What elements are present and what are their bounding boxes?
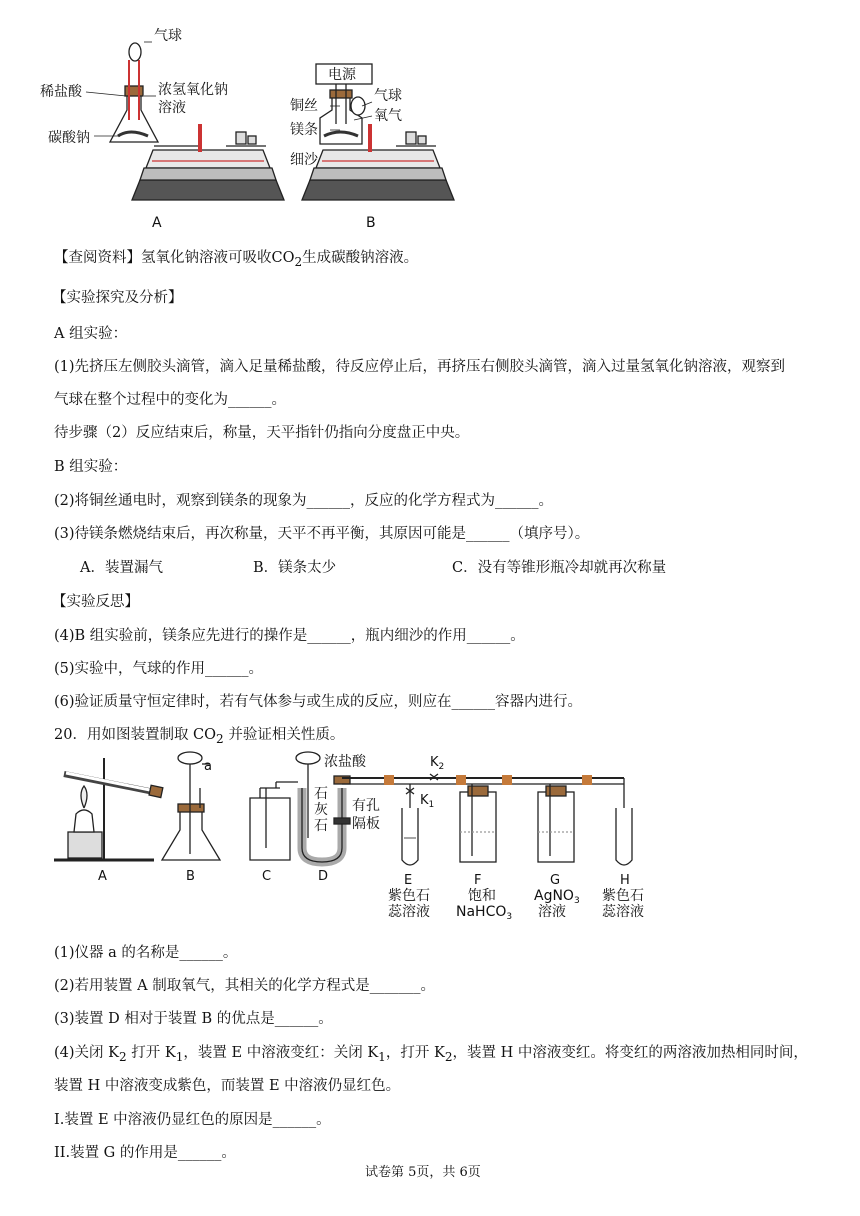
label-copper: 铜丝 [290,98,318,114]
q20-part-i: I.装置 E 中溶液仍显红色的原因是______。 [54,1112,331,1128]
app-label-h-l2: 蕊溶液 [602,904,644,920]
q2: (2)将铜丝通电时，观察到镁条的现象为______，反应的化学方程式为______。 [54,493,554,509]
q6: (6)验证质量守恒定律时，若有气体参与或生成的反应，则应在______容器内进行。 [54,694,583,710]
app-label-f-l1: 饱和 [468,888,496,904]
app-label-holes2: 隔板 [352,816,380,832]
app-label-g: G [550,873,561,888]
app-label-lime2: 灰 [314,802,328,818]
app-label-e-l2: 蕊溶液 [388,904,430,920]
label-naoh-1: 浓氢氧化钠 [158,82,228,98]
label-na2co3: 碳酸钠 [48,130,90,146]
option-c: C．没有等锥形瓶冷却就再次称量 [452,560,667,576]
q5: (5)实验中，气球的作用______。 [54,661,264,677]
app-label-g-l1: AgNO$_3$ [534,888,580,906]
page-footer: 试卷第 5页，共 6页 [365,1165,481,1180]
lookup-note: 【查阅资料】氢氧化钠溶液可吸收$CO_2$生成碳酸钠溶液。 [54,250,419,269]
q4: (4)B 组实验前，镁条应先进行的操作是______，瓶内细沙的作用______。 [54,628,525,644]
app-label-h-l1: 紫色石 [602,888,644,904]
q20-title: 20．用如图装置制取 $CO_2$ 并验证相关性质。 [54,727,345,746]
label-naoh-2: 溶液 [158,100,186,116]
app-label-d: D [318,869,329,884]
q3: (3)待镁条燃烧结束后，再次称量，天平不再平衡，其原因可能是______（填序号）。 [54,526,590,542]
option-a: A．装置漏气 [80,560,163,576]
caption-b: B [366,215,376,231]
q20-part3: (3)装置 D 相对于装置 B 的优点是______。 [54,1011,333,1027]
apparatus-figure [54,748,654,928]
q20-part4-line2: 装置 H 中溶液变成紫色，而装置 E 中溶液仍显红色。 [54,1078,401,1094]
balance-figure [40,20,460,232]
app-label-holes1: 有孔 [352,798,380,814]
q20-part2: (2)若用装置 A 制取氧气，其相关的化学方程式是_______。 [54,978,435,994]
app-label-k2: $K_2$ [430,755,445,772]
section-explore: 【实验探究及分析】 [52,290,183,306]
group-a-heading: A 组实验： [54,326,128,342]
q20-part-ii: II.装置 G 的作用是______。 [54,1145,236,1161]
label-sand: 细沙 [290,152,318,168]
app-label-e: E [404,873,413,888]
caption-a: A [152,215,162,231]
app-label-lime1: 石 [314,786,328,802]
app-label-b: B [186,869,195,884]
section-reflect: 【实验反思】 [52,594,139,610]
label-mg: 镁条 [290,122,318,138]
app-label-lime3: 石 [314,818,328,834]
q20-part4-line1: (4)关闭 $K_2$ 打开 $K_1$，装置 E 中溶液变红：关闭 $K_1$，打开 $K_2$，装置 H 中溶液变红。将变红的两溶液加热相同时间， [54,1045,808,1064]
group-b-heading: B 组实验： [54,459,128,475]
label-dilute-hcl: 稀盐酸 [40,84,82,100]
label-balloon-b: 气球 [374,88,402,104]
app-label-e-l1: 紫色石 [388,888,430,904]
app-label-a-small: a [204,759,212,774]
label-power: 电源 [328,67,356,83]
app-label-g-l2: 溶液 [538,904,566,920]
app-label-h: H [620,873,630,888]
q1-line1: (1)先挤压左侧胶头滴管，滴入足量稀盐酸，待反应停止后，再挤压右侧胶头滴管，滴入过量氢氧化钠溶液，观察到 [54,359,786,375]
q20-part1: (1)仪器 a 的名称是______。 [54,945,238,961]
app-label-c: C [262,869,272,884]
app-label-f-l2: NaHCO$_3$ [456,904,513,922]
label-oxygen: 氧气 [374,108,402,124]
label-balloon-a: 气球 [154,28,182,44]
app-label-f: F [474,873,482,888]
app-label-k1: $K_1$ [420,793,435,810]
app-label-conc-hcl: 浓盐酸 [324,754,366,770]
q1-line2: 气球在整个过程中的变化为______。 [54,392,286,408]
step2-note: 待步骤（2）反应结束后，称量，天平指针仍指向分度盘正中央。 [54,425,470,441]
app-label-a: A [98,869,107,884]
option-b: B．镁条太少 [253,560,337,576]
